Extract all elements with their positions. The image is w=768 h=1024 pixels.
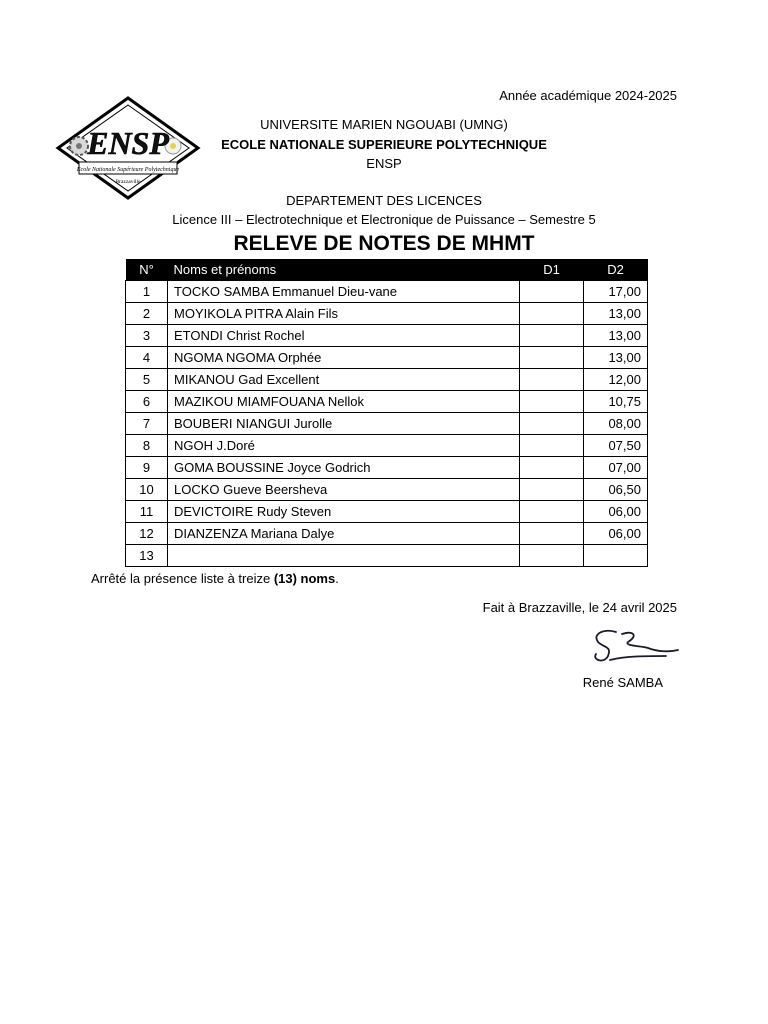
school-acronym: ENSP bbox=[366, 156, 402, 171]
table-row bbox=[126, 501, 648, 523]
svg-text:Brazzaville: Brazzaville bbox=[115, 179, 141, 185]
table-row bbox=[126, 369, 648, 391]
row-number: 6 bbox=[126, 391, 168, 413]
row-grade-d1 bbox=[520, 413, 584, 435]
row-student-name: BOUBERI NIANGUI Jurolle bbox=[168, 413, 520, 435]
signature-image bbox=[586, 626, 680, 666]
row-grade-d2: 17,00 bbox=[584, 281, 648, 303]
table-row bbox=[126, 523, 648, 545]
row-grade-d1 bbox=[520, 369, 584, 391]
closing-prefix: Arrêté la présence liste à treize bbox=[91, 571, 274, 586]
row-grade-d2: 06,00 bbox=[584, 501, 648, 523]
row-grade-d1 bbox=[520, 281, 584, 303]
row-number: 11 bbox=[126, 501, 168, 523]
row-grade-d2: 10,75 bbox=[584, 391, 648, 413]
row-grade-d2: 08,00 bbox=[584, 413, 648, 435]
place-date: Fait à Brazzaville, le 24 avril 2025 bbox=[482, 600, 677, 615]
svg-text:ENSP: ENSP bbox=[87, 125, 169, 161]
table-header-row bbox=[126, 259, 648, 281]
academic-year: Année académique 2024-2025 bbox=[499, 88, 677, 103]
row-grade-d1 bbox=[520, 347, 584, 369]
row-grade-d1 bbox=[520, 325, 584, 347]
row-number: 7 bbox=[126, 413, 168, 435]
table-row bbox=[126, 281, 648, 303]
row-student-name: MOYIKOLA PITRA Alain Fils bbox=[168, 303, 520, 325]
table-row bbox=[126, 479, 648, 501]
row-student-name: MIKANOU Gad Excellent bbox=[168, 369, 520, 391]
row-grade-d2: 07,50 bbox=[584, 435, 648, 457]
row-grade-d2: 13,00 bbox=[584, 347, 648, 369]
row-grade-d1 bbox=[520, 303, 584, 325]
row-grade-d1 bbox=[520, 391, 584, 413]
table-row bbox=[126, 325, 648, 347]
row-number: 12 bbox=[126, 523, 168, 545]
row-number: 4 bbox=[126, 347, 168, 369]
row-grade-d2 bbox=[584, 545, 648, 567]
university-name: UNIVERSITE MARIEN NGOUABI (UMNG) bbox=[260, 117, 508, 132]
row-grade-d2: 06,00 bbox=[584, 523, 648, 545]
row-number: 9 bbox=[126, 457, 168, 479]
row-grade-d1 bbox=[520, 435, 584, 457]
row-grade-d1 bbox=[520, 501, 584, 523]
row-student-name: ETONDI Christ Rochel bbox=[168, 325, 520, 347]
row-student-name: MAZIKOU MIAMFOUANA Nellok bbox=[168, 391, 520, 413]
row-grade-d1 bbox=[520, 479, 584, 501]
column-header-d1: D1 bbox=[520, 259, 584, 281]
row-number: 10 bbox=[126, 479, 168, 501]
column-header-name: Noms et prénoms bbox=[168, 259, 520, 281]
row-grade-d2: 12,00 bbox=[584, 369, 648, 391]
row-grade-d2: 06,50 bbox=[584, 479, 648, 501]
row-number: 1 bbox=[126, 281, 168, 303]
row-grade-d2: 13,00 bbox=[584, 325, 648, 347]
row-grade-d2: 07,00 bbox=[584, 457, 648, 479]
table-row bbox=[126, 413, 648, 435]
table-row bbox=[126, 347, 648, 369]
school-name: ECOLE NATIONALE SUPERIEURE POLYTECHNIQUE bbox=[221, 137, 547, 152]
row-grade-d1 bbox=[520, 523, 584, 545]
row-student-name: GOMA BOUSSINE Joyce Godrich bbox=[168, 457, 520, 479]
row-grade-d2: 13,00 bbox=[584, 303, 648, 325]
department-name: DEPARTEMENT DES LICENCES bbox=[286, 193, 482, 208]
row-number: 5 bbox=[126, 369, 168, 391]
row-number: 3 bbox=[126, 325, 168, 347]
table-row bbox=[126, 303, 648, 325]
svg-text:Ecole Nationale Supérieure Pol: Ecole Nationale Supérieure Polytechnique bbox=[76, 167, 180, 173]
row-student-name: DEVICTOIRE Rudy Steven bbox=[168, 501, 520, 523]
table-row bbox=[126, 457, 648, 479]
table-row bbox=[126, 545, 648, 567]
row-number: 8 bbox=[126, 435, 168, 457]
program-name: Licence III – Electrotechnique et Electronique de Puissance – Semestre 5 bbox=[172, 212, 596, 227]
row-student-name bbox=[168, 545, 520, 567]
closing-statement bbox=[91, 571, 339, 586]
row-grade-d1 bbox=[520, 545, 584, 567]
row-student-name: TOCKO SAMBA Emmanuel Dieu-vane bbox=[168, 281, 520, 303]
row-student-name: LOCKO Gueve Beersheva bbox=[168, 479, 520, 501]
grades-table bbox=[125, 259, 648, 567]
row-student-name: DIANZENZA Mariana Dalye bbox=[168, 523, 520, 545]
row-number: 2 bbox=[126, 303, 168, 325]
table-row bbox=[126, 435, 648, 457]
row-student-name: NGOMA NGOMA Orphée bbox=[168, 347, 520, 369]
row-grade-d1 bbox=[520, 457, 584, 479]
signer-name: René SAMBA bbox=[582, 675, 663, 690]
table-row bbox=[126, 391, 648, 413]
row-student-name: NGOH J.Doré bbox=[168, 435, 520, 457]
column-header-d2: D2 bbox=[584, 259, 648, 281]
closing-count: (13) noms bbox=[273, 571, 336, 586]
column-header-number: N° bbox=[126, 259, 168, 281]
page-title: RELEVE DE NOTES DE MHMT bbox=[233, 232, 535, 255]
closing-suffix: . bbox=[335, 571, 339, 586]
row-number: 13 bbox=[126, 545, 168, 567]
